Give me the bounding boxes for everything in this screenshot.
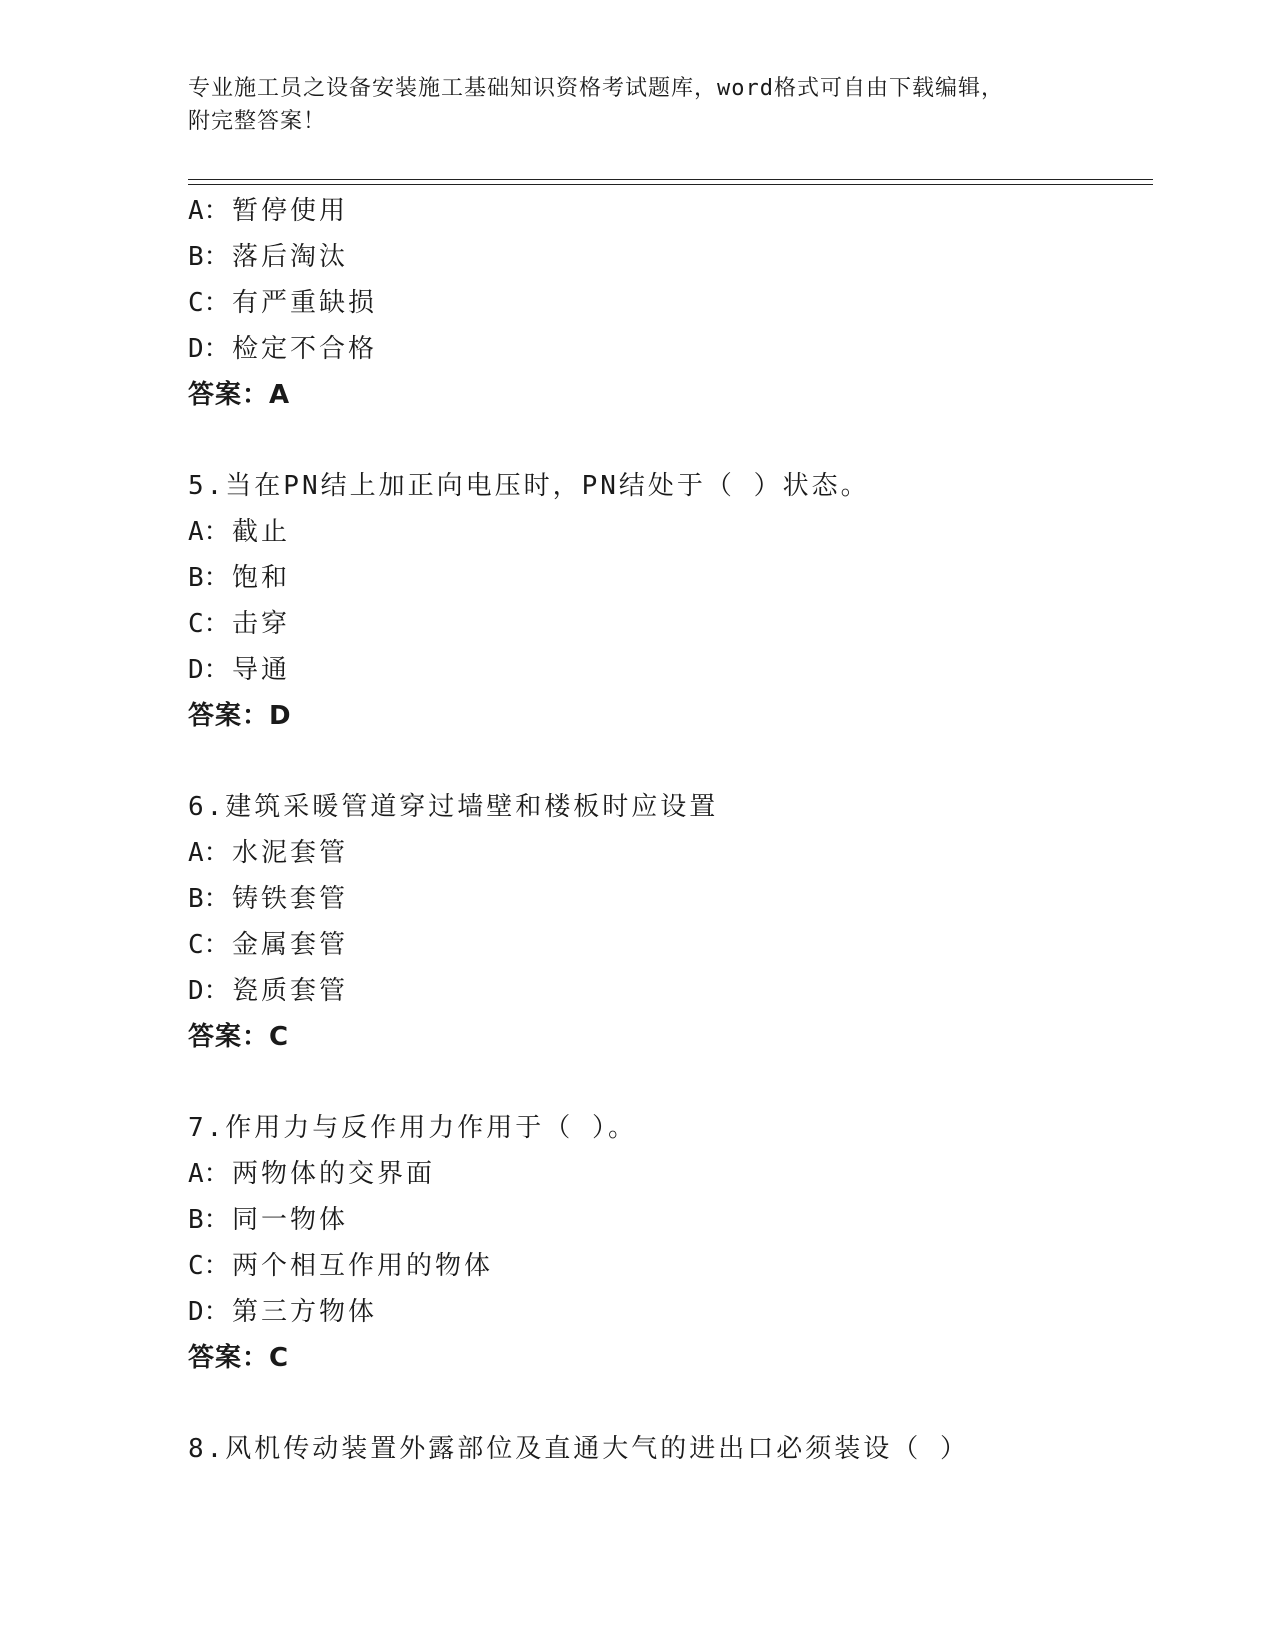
option-a — [188, 830, 1153, 876]
spacer — [188, 418, 1153, 463]
header-divider-top — [188, 179, 1153, 180]
spacer — [188, 739, 1153, 784]
option-key: A： — [188, 517, 230, 547]
question-8 — [188, 1426, 1153, 1472]
option-text: 同一物体 — [232, 1205, 349, 1235]
question-7 — [188, 1105, 1153, 1381]
option-b — [188, 1197, 1153, 1243]
option-a — [188, 1151, 1153, 1197]
option-a — [188, 509, 1153, 555]
option-d — [188, 647, 1153, 693]
option-text: 落后淘汰 — [232, 242, 349, 272]
option-c — [188, 601, 1153, 647]
answer-line: 答案：C — [188, 1022, 290, 1052]
header-line-2: 附完整答案！ — [188, 109, 327, 134]
option-text: 瓷质套管 — [232, 976, 349, 1006]
question-stem: 8.风机传动装置外露部位及直通大气的进出口必须装设（ ） — [188, 1434, 969, 1464]
answer-line: 答案：A — [188, 380, 291, 410]
question-list — [188, 188, 1153, 1472]
option-key: A： — [188, 838, 230, 868]
option-c — [188, 1243, 1153, 1289]
option-text: 有严重缺损 — [232, 288, 378, 318]
document-header — [188, 72, 1088, 138]
question-stem: 6.建筑采暖管道穿过墙壁和楼板时应设置 — [188, 792, 719, 822]
option-key: B： — [188, 242, 230, 272]
option-key: D： — [188, 1297, 230, 1327]
option-text: 金属套管 — [232, 930, 349, 960]
option-text: 检定不合格 — [232, 334, 378, 364]
option-text: 两物体的交界面 — [232, 1159, 436, 1189]
question-5 — [188, 463, 1153, 739]
option-key: D： — [188, 976, 230, 1006]
option-text: 击穿 — [232, 609, 291, 639]
option-d — [188, 326, 1153, 372]
option-b — [188, 876, 1153, 922]
option-text: 截止 — [232, 517, 291, 547]
option-key: D： — [188, 655, 230, 685]
option-key: D： — [188, 334, 230, 364]
option-key: C： — [188, 930, 230, 960]
option-text: 暂停使用 — [232, 196, 349, 226]
option-c — [188, 922, 1153, 968]
question-stem: 7.作用力与反作用力作用于（ ）。 — [188, 1113, 637, 1143]
option-text: 饱和 — [232, 563, 291, 593]
question-4-continuation — [188, 188, 1153, 418]
answer-line: 答案：D — [188, 701, 292, 731]
option-c — [188, 280, 1153, 326]
header-line-1: 专业施工员之设备安装施工基础知识资格考试题库，word格式可自由下载编辑， — [188, 76, 1004, 101]
spacer — [188, 1381, 1153, 1426]
option-b — [188, 234, 1153, 280]
option-key: B： — [188, 1205, 230, 1235]
option-d — [188, 968, 1153, 1014]
option-key: C： — [188, 1251, 230, 1281]
option-text: 铸铁套管 — [232, 884, 349, 914]
header-divider-bottom — [188, 184, 1153, 185]
option-key: C： — [188, 609, 230, 639]
option-b — [188, 555, 1153, 601]
option-text: 第三方物体 — [232, 1297, 378, 1327]
option-text: 导通 — [232, 655, 291, 685]
option-key: A： — [188, 196, 230, 226]
question-6 — [188, 784, 1153, 1060]
option-key: C： — [188, 288, 230, 318]
option-a — [188, 188, 1153, 234]
option-key: B： — [188, 884, 230, 914]
answer-line: 答案：C — [188, 1343, 290, 1373]
question-stem: 5.当在PN结上加正向电压时，PN结处于（ ）状态。 — [188, 471, 870, 501]
option-text: 两个相互作用的物体 — [232, 1251, 494, 1281]
option-text: 水泥套管 — [232, 838, 349, 868]
option-d — [188, 1289, 1153, 1335]
option-key: B： — [188, 563, 230, 593]
option-key: A： — [188, 1159, 230, 1189]
spacer — [188, 1060, 1153, 1105]
